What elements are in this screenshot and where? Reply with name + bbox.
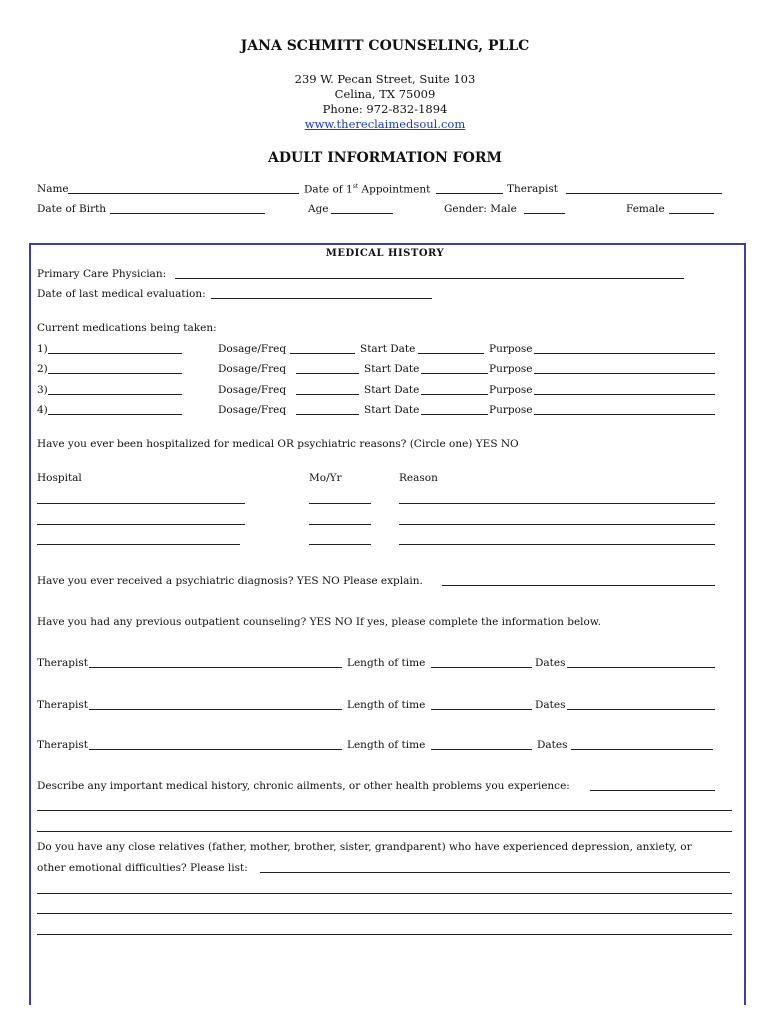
male-field[interactable] xyxy=(524,213,565,214)
therapist-label: Therapist xyxy=(37,739,88,751)
age-field[interactable] xyxy=(331,213,393,214)
pcp-label: Primary Care Physician: xyxy=(37,268,167,280)
therapist-name-field[interactable] xyxy=(89,709,342,710)
med-num: 1) xyxy=(37,343,48,355)
describe-line[interactable] xyxy=(37,810,732,811)
dob-label: Date of Birth xyxy=(37,203,107,215)
pcp-field[interactable] xyxy=(175,278,684,279)
relatives-question-cont: other emotional difficulties? Please list: xyxy=(37,862,248,874)
city-line: Celina, TX 75009 xyxy=(334,87,436,101)
dosage-label: Dosage/Freq xyxy=(218,363,287,375)
length-field[interactable] xyxy=(431,709,532,710)
start-date-label: Start Date xyxy=(364,384,420,396)
website-link[interactable]: www.thereclaimedsoul.com xyxy=(304,117,466,131)
purpose-label: Purpose xyxy=(489,384,533,396)
dob-field[interactable] xyxy=(110,213,265,214)
purpose-field[interactable] xyxy=(534,353,715,354)
diagnosis-question: Have you ever received a psychiatric diagnosis? YES NO Please explain. xyxy=(37,575,423,587)
moyr-field[interactable] xyxy=(309,544,371,545)
relatives-line[interactable] xyxy=(37,893,732,894)
therapist-name-field[interactable] xyxy=(89,749,342,750)
length-label: Length of time xyxy=(347,657,426,669)
hospital-field[interactable] xyxy=(37,503,245,504)
dates-field[interactable] xyxy=(567,667,715,668)
hospital-column-header: Hospital xyxy=(37,472,82,484)
length-label: Length of time xyxy=(347,699,426,711)
describe-field[interactable] xyxy=(590,790,715,791)
org-name: JANA SCHMITT COUNSELING, PLLC xyxy=(240,38,530,54)
name-field[interactable] xyxy=(68,193,299,194)
therapist-label: Therapist xyxy=(37,657,88,669)
med-name-field[interactable] xyxy=(48,394,182,395)
phone-line: Phone: 972-832-1894 xyxy=(322,102,448,116)
first-appt-field[interactable] xyxy=(436,193,503,194)
med-name-field[interactable] xyxy=(48,353,182,354)
therapist-label: Therapist xyxy=(37,699,88,711)
therapist-name-field[interactable] xyxy=(89,667,342,668)
reason-field[interactable] xyxy=(399,544,715,545)
reason-field[interactable] xyxy=(399,503,715,504)
name-label: Name xyxy=(37,183,69,195)
hospital-field[interactable] xyxy=(37,524,245,525)
last-eval-label: Date of last medical evaluation: xyxy=(37,288,206,300)
purpose-label: Purpose xyxy=(489,363,533,375)
med-name-field[interactable] xyxy=(48,373,182,374)
purpose-field[interactable] xyxy=(534,373,715,374)
female-label: Female xyxy=(626,203,665,215)
start-date-label: Start Date xyxy=(364,363,420,375)
length-label: Length of time xyxy=(347,739,426,751)
med-num: 3) xyxy=(37,384,48,396)
moyr-field[interactable] xyxy=(309,503,371,504)
first-appt-label: Date of 1st Appointment xyxy=(304,183,431,196)
address-line: 239 W. Pecan Street, Suite 103 xyxy=(294,72,476,86)
purpose-label: Purpose xyxy=(489,343,533,355)
describe-question: Describe any important medical history, chronic ailments, or other health problems you experience: xyxy=(37,780,570,792)
start-date-field[interactable] xyxy=(421,394,488,395)
dates-label: Dates xyxy=(535,699,566,711)
start-date-field[interactable] xyxy=(421,414,488,415)
moyr-column-header: Mo/Yr xyxy=(309,472,342,484)
hospitalized-question: Have you ever been hospitalized for medical OR psychiatric reasons? (Circle one) YES NO xyxy=(37,438,519,450)
moyr-field[interactable] xyxy=(309,524,371,525)
dates-label: Dates xyxy=(535,657,566,669)
website-link-wrap xyxy=(0,117,770,131)
outpatient-question: Have you had any previous outpatient counseling? YES NO If yes, please complete the information below. xyxy=(37,616,601,628)
relatives-line[interactable] xyxy=(37,913,732,914)
relatives-line[interactable] xyxy=(37,934,732,935)
last-eval-field[interactable] xyxy=(211,298,432,299)
dosage-label: Dosage/Freq xyxy=(218,384,287,396)
therapist-label: Therapist xyxy=(507,183,558,195)
length-field[interactable] xyxy=(431,667,532,668)
dosage-field[interactable] xyxy=(296,394,359,395)
dosage-field[interactable] xyxy=(296,373,359,374)
purpose-field[interactable] xyxy=(534,394,715,395)
current-meds-label: Current medications being taken: xyxy=(37,322,217,334)
dosage-field[interactable] xyxy=(290,353,355,354)
hospital-field[interactable] xyxy=(37,544,240,545)
female-field[interactable] xyxy=(669,213,714,214)
gender-male-label: Gender: Male xyxy=(444,203,517,215)
start-date-label: Start Date xyxy=(364,404,420,416)
reason-column-header: Reason xyxy=(399,472,438,484)
describe-line[interactable] xyxy=(37,831,732,832)
start-date-field[interactable] xyxy=(421,373,488,374)
med-num: 2) xyxy=(37,363,48,375)
dosage-label: Dosage/Freq xyxy=(218,404,287,416)
start-date-label: Start Date xyxy=(360,343,416,355)
start-date-field[interactable] xyxy=(418,353,484,354)
dosage-field[interactable] xyxy=(296,414,359,415)
therapist-field[interactable] xyxy=(566,193,722,194)
age-label: Age xyxy=(308,203,329,215)
purpose-label: Purpose xyxy=(489,404,533,416)
length-field[interactable] xyxy=(431,749,532,750)
med-num: 4) xyxy=(37,404,48,416)
dosage-label: Dosage/Freq xyxy=(218,343,287,355)
form-title: ADULT INFORMATION FORM xyxy=(267,150,502,166)
dates-label: Dates xyxy=(537,739,568,751)
diagnosis-explain-field[interactable] xyxy=(442,585,715,586)
dates-field[interactable] xyxy=(567,709,715,710)
relatives-question: Do you have any close relatives (father, mother, brother, sister, grandparent) who have experienced depression, anxiety, or xyxy=(37,841,692,853)
section-title: MEDICAL HISTORY xyxy=(325,248,445,259)
med-name-field[interactable] xyxy=(48,414,182,415)
purpose-field[interactable] xyxy=(534,414,715,415)
relatives-field[interactable] xyxy=(260,872,730,873)
reason-field[interactable] xyxy=(399,524,715,525)
dates-field[interactable] xyxy=(571,749,713,750)
